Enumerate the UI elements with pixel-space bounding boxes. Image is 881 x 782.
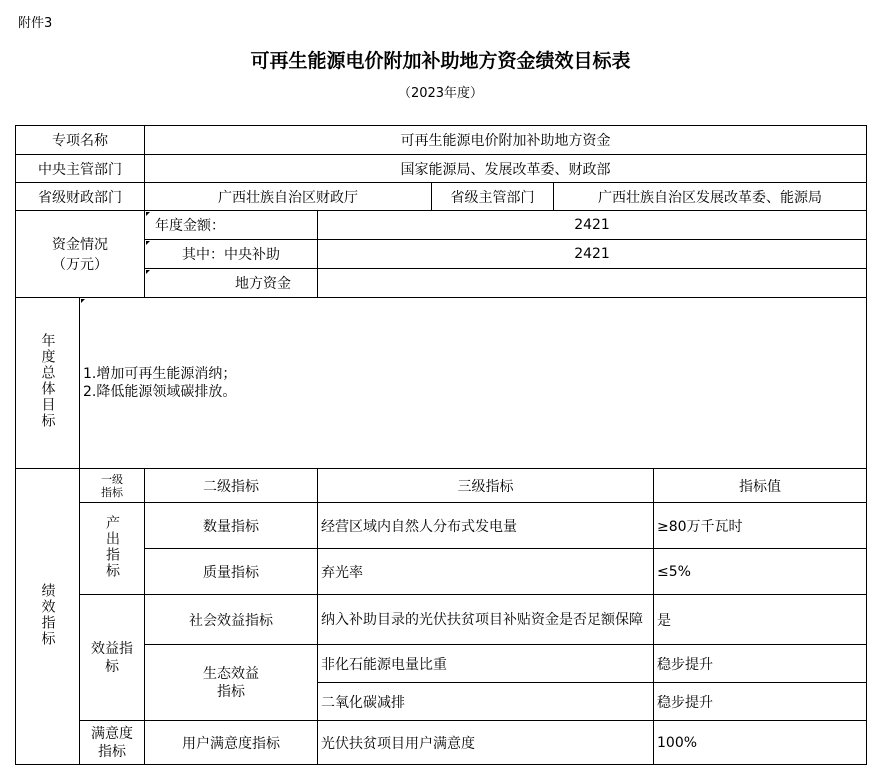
funds-central-label: 其中：中央补助 [145,240,318,269]
provincial-dept-label: 省级主管部门 [432,183,554,211]
eco-item-2: 二氧化碳减排 [318,683,654,721]
quantity-label: 数量指标 [145,503,318,549]
quality-item: 弃光率 [318,549,654,595]
goals-label: 年度总体目标 [39,333,56,429]
provincial-finance-value: 广西壮族自治区财政厅 [145,183,432,211]
header-level2: 二级指标 [145,469,318,503]
header-value: 指标值 [654,469,867,503]
row-goals [16,298,867,469]
quantity-value: ≥80万千瓦时 [654,503,867,549]
quality-label: 质量指标 [145,549,318,595]
funds-annual-value: 2421 [318,211,867,240]
goal-item: 1.增加可再生能源消纳； [83,366,237,382]
social-label: 社会效益指标 [145,595,318,645]
quantity-item: 经营区域内自然人分布式发电量 [318,503,654,549]
social-value: 是 [654,595,867,645]
user-label: 用户满意度指标 [145,721,318,765]
goals-label-cell [16,298,80,469]
row-quantity [16,503,867,549]
eco-label-cell [145,645,318,721]
header-level3: 三级指标 [318,469,654,503]
funds-annual-label: 年度金额： [145,211,318,240]
funds-central-value: 2421 [318,240,867,269]
provincial-finance-label: 省级财政部门 [16,183,145,211]
indicators-label-cell [16,469,80,765]
output-label-cell [80,503,145,595]
year-label: （2023年度） [397,86,484,101]
user-value: 100% [654,721,867,765]
page-title: 可再生能源电价附加补助地方资金绩效目标表 [250,50,631,72]
performance-table [15,125,867,765]
eco-value-2: 稳步提升 [654,683,867,721]
output-label: 产出指标 [104,514,120,579]
funds-local-value [318,269,867,298]
central-dept-value: 国家能源局、发展改革委、财政部 [145,155,867,183]
funds-label [16,211,145,298]
benefit-label-cell [80,595,145,721]
quality-value: ≤5% [654,549,867,595]
goals-content [80,298,867,469]
row-funds-annual [16,211,867,240]
eco-label: 生态效益指标 [203,665,259,700]
header-level1: 一级指标 [80,469,145,503]
row-indicator-header [16,469,867,503]
satisfaction-label: 满意度指标 [91,725,133,760]
funds-label-line2: （万元） [52,257,108,273]
row-project [16,126,867,155]
eco-item-1: 非化石能源电量比重 [318,645,654,683]
satisfaction-label-cell [80,721,145,765]
funds-label-line1: 资金情况 [52,237,108,253]
provincial-dept-value: 广西壮族自治区发展改革委、能源局 [554,183,867,211]
project-value: 可再生能源电价附加补助地方资金 [145,126,867,155]
eco-value-1: 稳步提升 [654,645,867,683]
social-item: 纳入补助目录的光伏扶贫项目补贴资金是否足额保障 [318,595,654,645]
central-dept-label: 中央主管部门 [16,155,145,183]
indicators-label: 绩效指标 [39,582,56,647]
row-central-dept [16,155,867,183]
funds-local-label: 地方资金 [145,269,318,298]
attachment-label: 附件3 [18,16,53,31]
row-social [16,595,867,645]
row-user [16,721,867,765]
project-label: 专项名称 [16,126,145,155]
user-item: 光伏扶贫项目用户满意度 [318,721,654,765]
goal-item: 2.降低能源领域碳排放。 [83,384,237,400]
benefit-label: 效益指标 [91,640,133,675]
row-provincial [16,183,867,211]
